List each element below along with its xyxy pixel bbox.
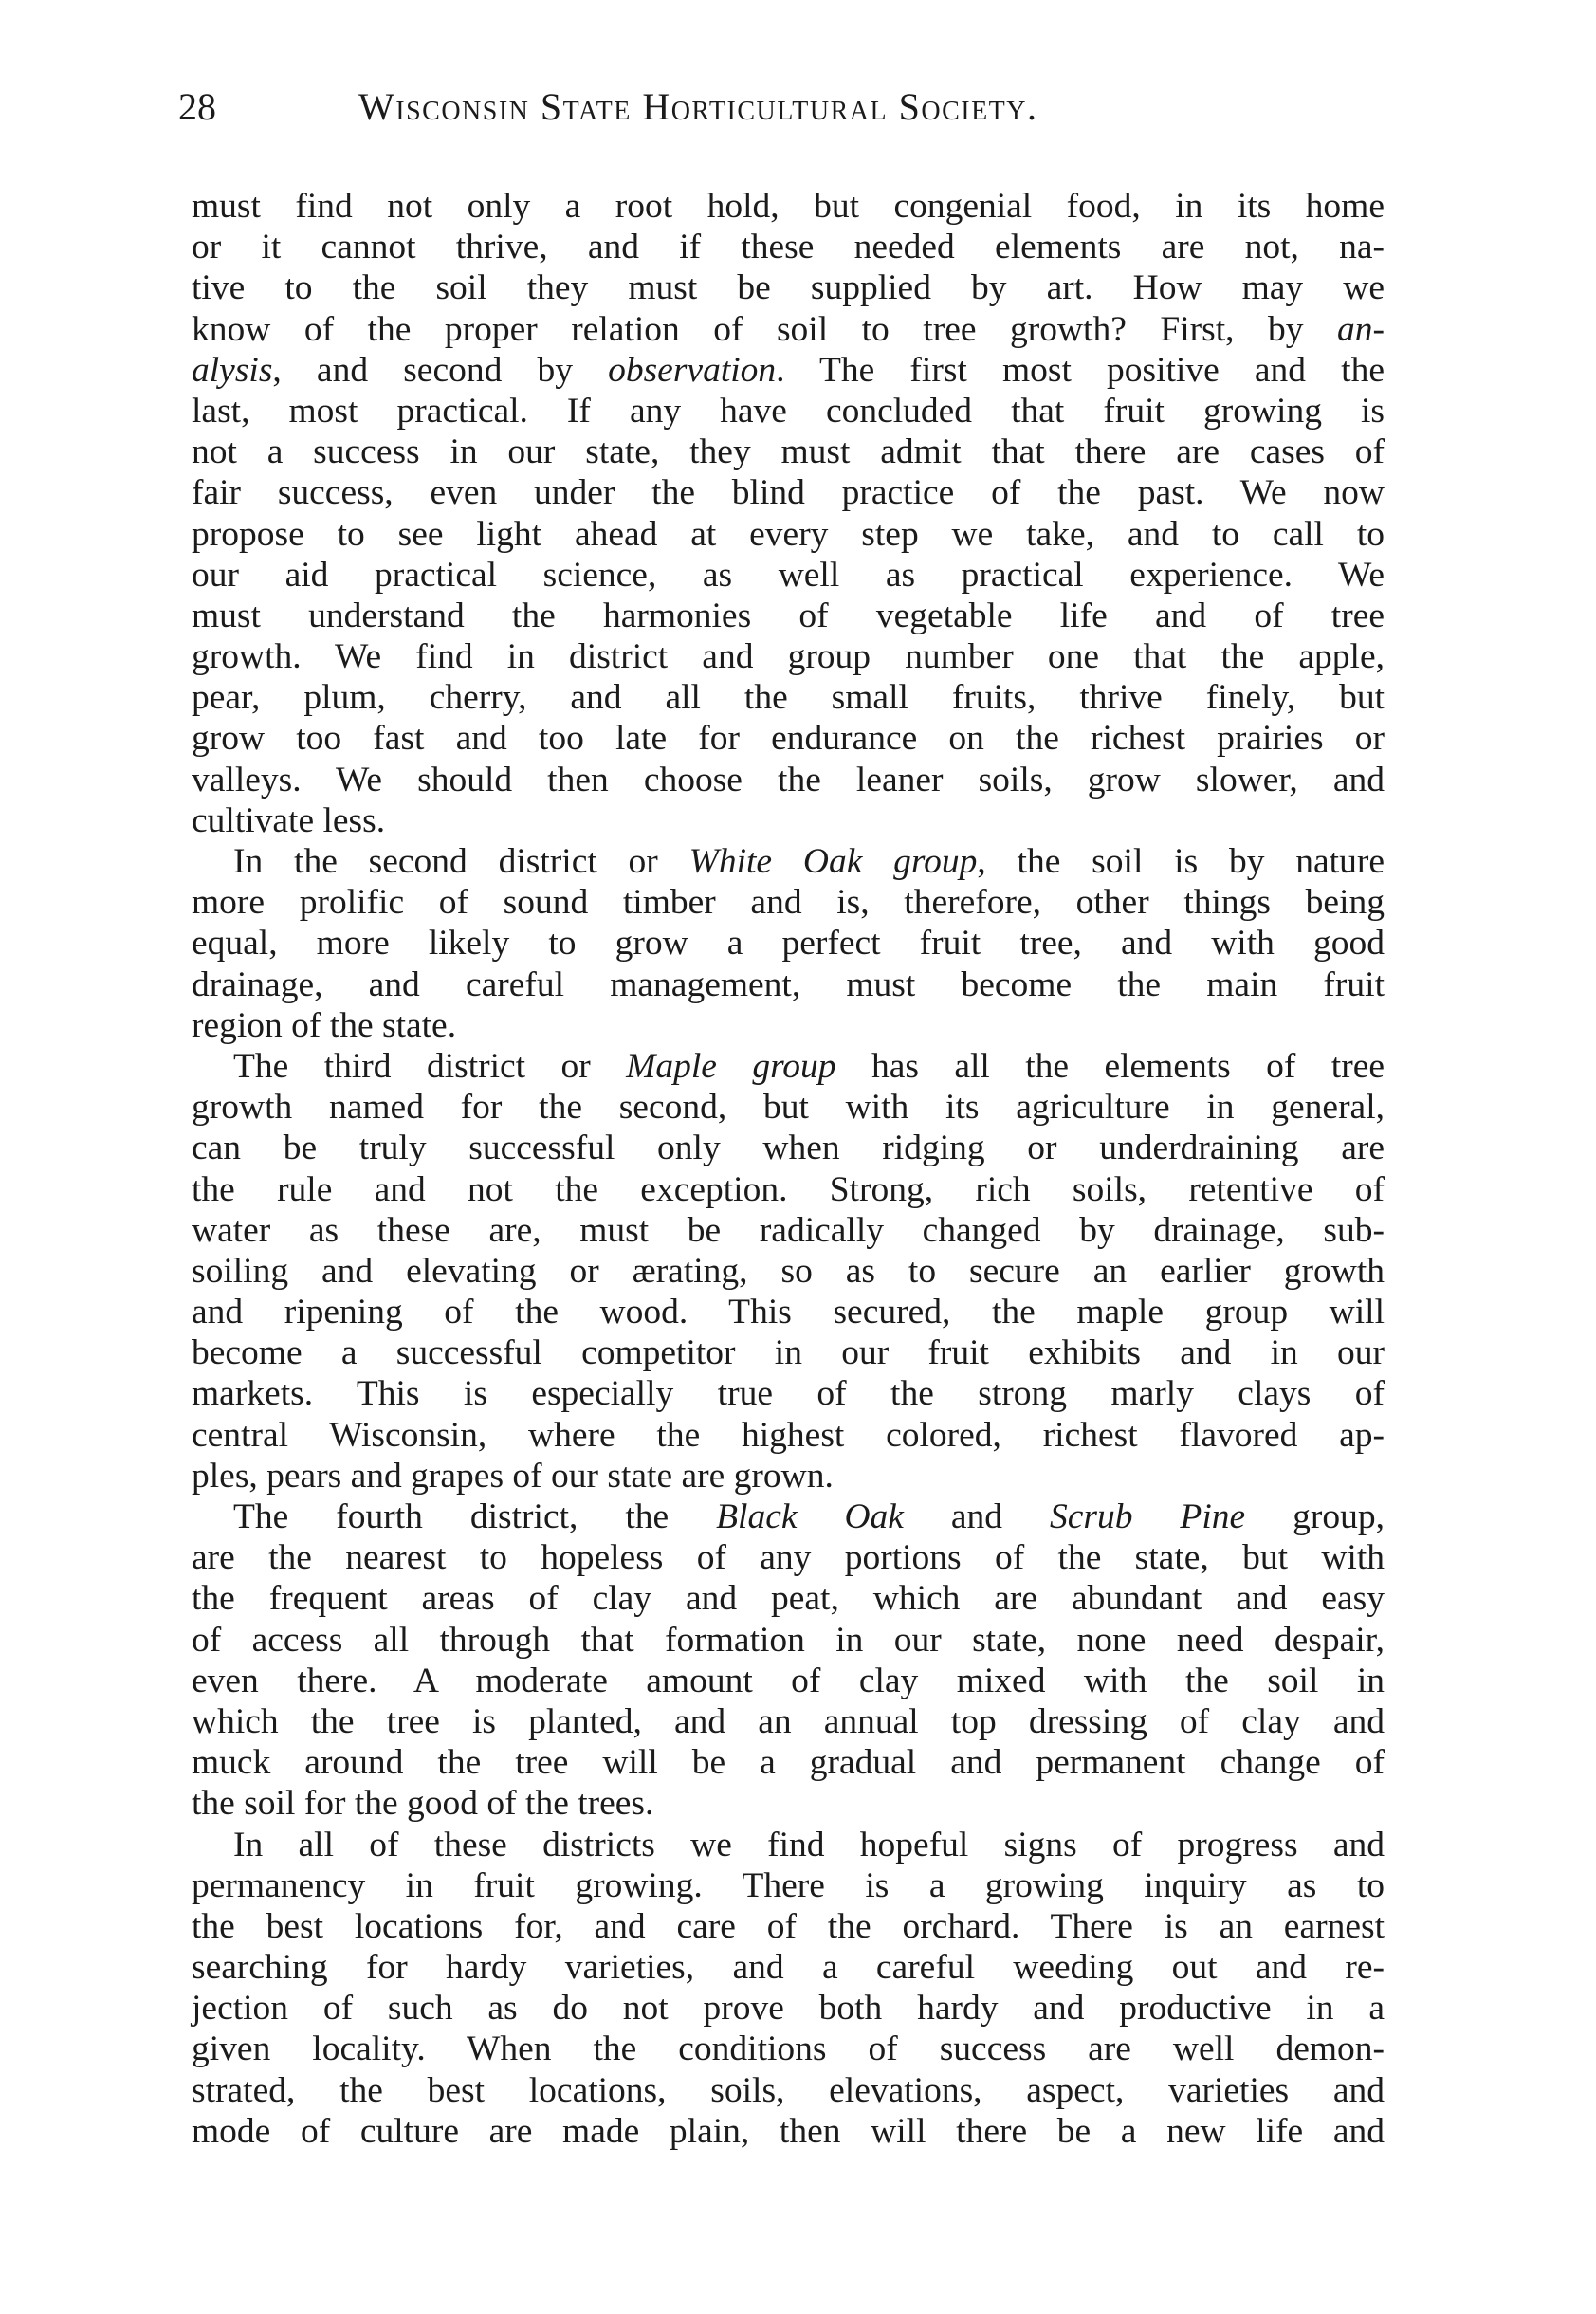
text-line: the best locations for, and care of the orchard. There is an earnest <box>192 1906 1385 1946</box>
text-line: equal, more likely to grow a perfect fruit tree, and with good <box>192 924 1385 964</box>
text-line: fair success, even under the blind practice of the past. We now <box>192 473 1385 513</box>
running-header <box>178 83 1397 140</box>
text-line: the rule and not the exception. Strong, rich soils, retentive of <box>192 1169 1385 1209</box>
text-line: grow too fast and too late for endurance on the richest prairies or <box>192 719 1385 759</box>
text-line: alysis, and second by observation. The first most positive and the <box>192 350 1385 390</box>
text-line: must find not only a root hold, but congenial food, in its home <box>192 187 1385 226</box>
italic-term: alysis <box>192 350 273 390</box>
italic-term: Scrub Pine <box>1049 1497 1246 1536</box>
text-line: must understand the harmonies of vegetable life and of tree <box>192 596 1385 635</box>
text-line: even there. A moderate amount of clay mixed with the soil in <box>192 1661 1385 1700</box>
text-line: water as these are, must be radically changed by drainage, sub- <box>192 1210 1385 1250</box>
text-line: growth. We find in district and group number one that the apple, <box>192 637 1385 677</box>
text-line: the frequent areas of clay and peat, which are abundant and easy <box>192 1579 1385 1619</box>
italic-term: Maple group <box>626 1046 836 1086</box>
italic-term: Black Oak <box>716 1497 904 1536</box>
text-line: and ripening of the wood. This secured, the maple group will <box>192 1293 1385 1332</box>
text-line: are the nearest to hopeless of any portions of the state, but with <box>192 1538 1385 1578</box>
text-line: region of the state. <box>192 1005 457 1045</box>
text-line: ples, pears and grapes of our state are grown. <box>192 1456 834 1496</box>
text-line: given locality. When the conditions of success are well demon- <box>192 2029 1385 2069</box>
italic-term: an- <box>1337 309 1385 349</box>
text-line: valleys. We should then choose the leaner soils, grow slower, and <box>192 760 1385 799</box>
text-line: mode of culture are made plain, then will there be a new life and <box>192 2111 1385 2151</box>
text-line: jection of such as do not prove both hardy and productive in a <box>192 1989 1385 2029</box>
body-text <box>192 186 1385 2152</box>
text-line: our aid practical science, as well as practical experience. We <box>192 555 1385 595</box>
text-line: searching for hardy varieties, and a careful weeding out and re- <box>192 1948 1385 1988</box>
text-line: markets. This is especially true of the strong marly clays of <box>192 1374 1385 1414</box>
text-line: can be truly successful only when ridging or underdraining are <box>192 1129 1385 1168</box>
text-line: become a successful competitor in our fruit exhibits and in our <box>192 1333 1385 1373</box>
text-line: propose to see light ahead at every step we take, and to call to <box>192 514 1385 554</box>
text-line: permanency in fruit growing. There is a growing inquiry as to <box>192 1865 1385 1905</box>
text-line: drainage, and careful management, must become the main fruit <box>192 964 1385 1004</box>
page-number: 28 <box>178 85 216 128</box>
text-line: which the tree is planted, and an annual top dressing of clay and <box>192 1701 1385 1741</box>
text-line: last, most practical. If any have concluded that fruit growing is <box>192 391 1385 431</box>
text-line: tive to the soil they must be supplied by art. How may we <box>192 268 1385 308</box>
text-line: strated, the best locations, soils, elevations, aspect, varieties and <box>192 2070 1385 2110</box>
running-title: Wisconsin State Horticultural Society. <box>358 85 1038 128</box>
text-line: of access all through that formation in our state, none need despair, <box>192 1620 1385 1660</box>
text-line: the soil for the good of the trees. <box>192 1784 654 1824</box>
italic-term: White Oak group <box>688 842 978 881</box>
paragraph-start: The third district or Maple group has all the elements of tree <box>233 1046 1385 1086</box>
text-line: not a success in our state, they must admit that there are cases of <box>192 432 1385 472</box>
text-line: pear, plum, cherry, and all the small fruits, thrive finely, but <box>192 678 1385 718</box>
text-line: more prolific of sound timber and is, therefore, other things being <box>192 883 1385 923</box>
text-line: or it cannot thrive, and if these needed elements are not, na- <box>192 228 1385 267</box>
paragraph-start: In the second district or White Oak group, the soil is by nature <box>233 842 1385 881</box>
paragraph-start: The fourth district, the Black Oak and Scrub Pine group, <box>233 1497 1385 1536</box>
text-line: know of the proper relation of soil to tree growth? First, by an- <box>192 309 1385 349</box>
text-line: growth named for the second, but with its agriculture in general, <box>192 1088 1385 1128</box>
text-line: muck around the tree will be a gradual and permanent change of <box>192 1743 1385 1783</box>
italic-term: observation <box>608 350 777 390</box>
paragraph-start: In all of these districts we find hopeful signs of progress and <box>233 1825 1385 1864</box>
text-line: central Wisconsin, where the highest colored, richest flavored ap- <box>192 1415 1385 1455</box>
text-line: soiling and elevating or ærating, so as to secure an earlier growth <box>192 1251 1385 1291</box>
text-line: cultivate less. <box>192 800 386 840</box>
